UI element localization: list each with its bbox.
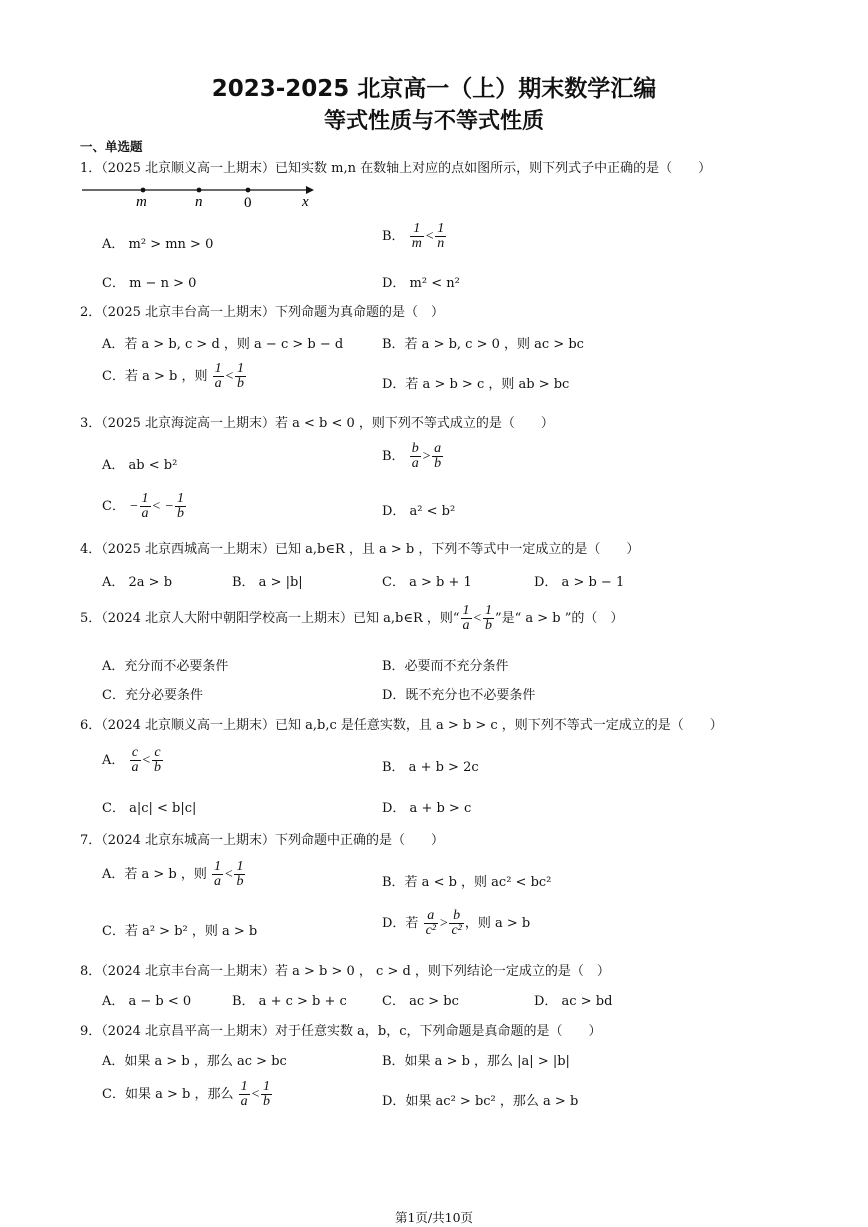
q2-option-b[interactable]: B．若 a > b, c > 0 ，则 ac > bc <box>382 337 584 352</box>
q2-option-d[interactable]: D．若 a > b > c ，则 ab > bc <box>382 377 570 392</box>
q4-option-c[interactable]: C． a > b + 1 <box>382 575 472 590</box>
q5-option-c[interactable]: C．充分必要条件 <box>102 688 203 703</box>
q7-option-a[interactable]: A．若 a > b ，则 $\frac{1}{a}$ < $\frac{1}{b}$ <box>102 859 244 889</box>
question-3-stem: 3．（2025 北京海淀高一上期末）若 a < b < 0 ，则下列不等式成立的是（ ） <box>80 416 554 431</box>
q1-b-frac-left: $\frac{1}{m}$ <box>411 221 422 251</box>
q5-option-b[interactable]: B．必要而不充分条件 <box>382 659 509 674</box>
q8-option-c[interactable]: C． ac > bc <box>382 994 459 1009</box>
q3-option-d[interactable]: D． a² < b² <box>382 504 456 519</box>
q6-option-a-prefix: A． <box>102 753 125 768</box>
q6-option-c[interactable]: C． a|c| < b|c| <box>102 801 197 816</box>
q3-option-c[interactable]: C． − $\frac{1}{a}$ < − $\frac{1}{b}$ <box>102 491 184 521</box>
q1-option-a[interactable]: A． m² > mn > 0 <box>102 237 214 252</box>
q9-option-a[interactable]: A．如果 a > b ，那么 ac > bc <box>102 1054 287 1069</box>
q4-option-d[interactable]: D． a > b − 1 <box>534 575 625 590</box>
q2-option-c-prefix: C．若 a > b ，则 <box>102 369 208 384</box>
q2-option-c[interactable]: C．若 a > b ，则 $\frac{1}{a}$ < $\frac{1}{b}$ <box>102 361 245 391</box>
q6-option-d[interactable]: D． a + b > c <box>382 801 472 816</box>
number-line <box>78 182 318 210</box>
q1-option-b-prefix: B． <box>382 229 405 244</box>
question-4-stem: 4．（2025 北京西城高一上期末）已知 a,b∈R ，且 a > b ，下列不等式中一定成立的是（ ） <box>80 542 640 557</box>
numberline-zero-label: 0 <box>244 195 252 210</box>
q1-b-frac-right: $\frac{1}{n}$ <box>437 221 445 251</box>
q1-option-b[interactable]: B． $\frac{1}{m}$ < $\frac{1}{n}$ <box>382 221 445 251</box>
numberline-m-label: m <box>136 194 147 210</box>
q7-option-d-suffix: ，则 a > b <box>464 916 531 931</box>
q9-option-d[interactable]: D．如果 ac² > bc² ，那么 a > b <box>382 1094 579 1109</box>
question-5-stem: 5．（2024 北京人大附中朝阳学校高一上期末）已知 a,b∈R ，则“ $\frac{1}{a}$ < $\frac{1}{b}$ ”是“ a > b ”的（ ） <box>80 603 624 633</box>
q7-option-a-prefix: A．若 a > b ，则 <box>102 867 207 882</box>
q4-option-a[interactable]: A． 2a > b <box>102 575 173 590</box>
q9-option-c[interactable]: C．如果 a > b ，那么 $\frac{1}{a}$ < $\frac{1}{b}$ <box>102 1079 271 1109</box>
q7-option-d[interactable]: D．若 $\frac{a}{\text{c²}}$ > $\frac{b}{\text{c²}}$ ，则 a > b <box>382 908 531 938</box>
document-title: 2023-2025 北京高一（上）期末数学汇编 <box>211 76 657 102</box>
numberline-n-label: n <box>195 194 203 210</box>
q8-option-d[interactable]: D． ac > bd <box>534 994 613 1009</box>
q9-option-b[interactable]: B．如果 a > b ，那么 |a| > |b| <box>382 1054 570 1069</box>
section-heading: 一、单选题 <box>80 139 143 154</box>
q7-option-b[interactable]: B．若 a < b ，则 ac² < bc² <box>382 875 552 890</box>
q9-option-c-prefix: C．如果 a > b ，那么 <box>102 1087 234 1102</box>
q3-option-c-prefix: C． <box>102 499 125 514</box>
page-footer: 第1页/共10页 <box>394 1210 474 1225</box>
question-7-stem: 7．（2024 北京东城高一上期末）下列命题中正确的是（ ） <box>80 833 444 848</box>
q8-option-a[interactable]: A． a − b < 0 <box>102 994 192 1009</box>
q4-option-b[interactable]: B． a > |b| <box>232 575 303 590</box>
q2-option-a[interactable]: A．若 a > b, c > d ，则 a − c > b − d <box>102 337 344 352</box>
document-subtitle: 等式性质与不等式性质 <box>323 109 544 134</box>
q7-option-c[interactable]: C．若 a² > b² ，则 a > b <box>102 924 258 939</box>
q1-option-d[interactable]: D． m² < n² <box>382 276 460 291</box>
q7-option-d-prefix: D．若 <box>382 916 419 931</box>
q6-option-a[interactable]: A． $\frac{c}{a}$ < $\frac{c}{b}$ <box>102 745 161 775</box>
question-6-stem: 6．（2024 北京顺义高一上期末）已知 a,b,c 是任意实数，且 a > b > c ，则下列不等式一定成立的是（ ） <box>80 718 723 733</box>
q3-option-b-prefix: B． <box>382 449 405 464</box>
q5-option-d[interactable]: D．既不充分也不必要条件 <box>382 688 536 703</box>
q8-option-b[interactable]: B． a + c > b + c <box>232 994 347 1009</box>
q3-option-a[interactable]: A． ab < b² <box>102 458 178 473</box>
q3-option-b[interactable]: B． $\frac{b}{a}$ > $\frac{a}{b}$ <box>382 441 442 471</box>
q5-stem-part2: ”是“ a > b ”的（ ） <box>494 611 624 626</box>
q1-option-c[interactable]: C． m − n > 0 <box>102 276 197 291</box>
q5-option-a[interactable]: A．充分而不必要条件 <box>102 659 229 674</box>
q5-stem-part1: 5．（2024 北京人大附中朝阳学校高一上期末）已知 a,b∈R ，则“ <box>80 611 460 626</box>
question-1-stem: 1．（2025 北京顺义高一上期末）已知实数 m,n 在数轴上对应的点如图所示，则下列式子中正确的是（ ） <box>80 161 712 176</box>
question-2-stem: 2．（2025 北京丰台高一上期末）下列命题为真命题的是（ ） <box>80 305 444 320</box>
numberline-x-label: x <box>302 194 309 210</box>
question-9-stem: 9．（2024 北京昌平高一上期末）对于任意实数 a，b，c，下列命题是真命题的是（ ） <box>80 1024 602 1039</box>
question-8-stem: 8．（2024 北京丰台高一上期末）若 a > b > 0 ， c > d ，则下列结论一定成立的是（ ） <box>80 964 610 979</box>
q6-option-b[interactable]: B． a + b > 2c <box>382 760 479 775</box>
